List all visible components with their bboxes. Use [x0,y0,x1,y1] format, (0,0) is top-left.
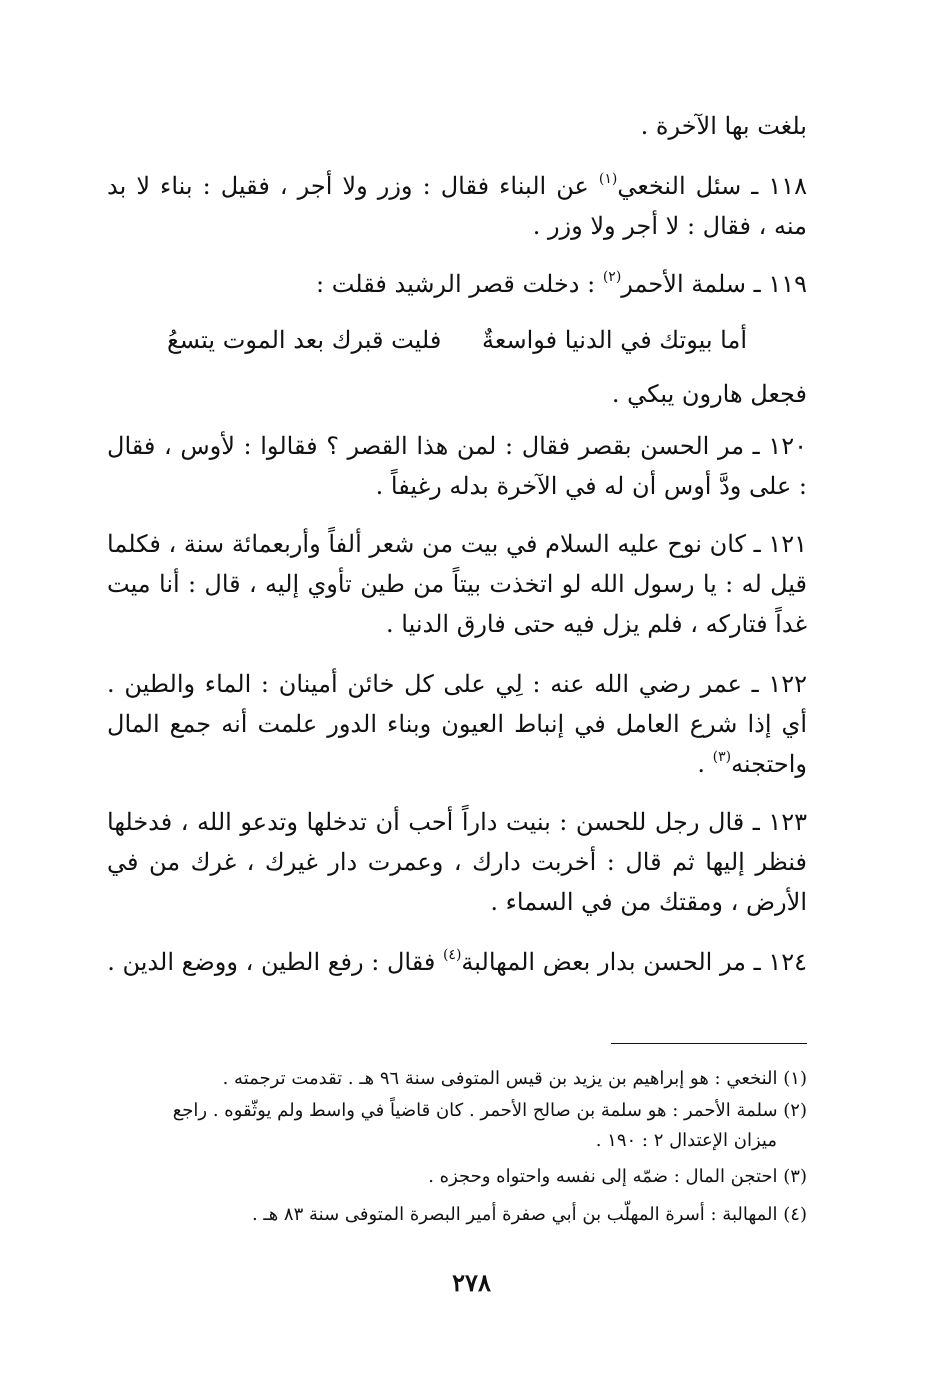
paragraph-119-end [107,374,807,414]
paragraph-text: ١٢٠ ـ مر الحسن بقصر فقال : لمن هذا القصر ؟ فقالوا : لأوس ، فقال : على ودَّ أوس أن له في الآخرة بدله رغيفاً . [107,432,807,500]
paragraph-text: فقال : رفع الطين ، ووضع الدين . [107,948,443,976]
paragraph-120 [107,426,807,506]
paragraph-text: ١١٨ ـ سئل النخعي [617,172,807,200]
footnote-text: (٤) المهالبة : أسرة المهلّب بن أبي صفرة أمير البصرة المتوفى سنة ٨٣ هـ . [251,1204,807,1225]
footnote-text: (٢) سلمة الأحمر : هو سلمة بن صالح الأحمر . كان قاضياً في واسط ولم يوثّقوه . راجع [172,1100,807,1121]
paragraph-text: ١١٩ ـ سلمة الأحمر [621,270,807,298]
paragraph-text: ١٢١ ـ كان نوح عليه السلام في بيت من شعر ألفاً وأربعمائة سنة ، فكلما قيل له : يا رسول الله لو اتخذت بيتاً من طين تأوي إليه ، قال : أنا ميت غداً فتاركه ، فلم يزل فيه حتى فارق الدنيا . [107,530,807,638]
paragraph-text: ١٢٢ ـ عمر رضي الله عنه : لِي على كل خائن أمينان : الماء والطين . أي إذا شرع العامل في إنباط العيون وبناء الدور علمت أنه جمع المال واحتجنه [107,670,807,778]
footnote-text-continued: ميزان الإعتدال ٢ : ١٩٠ . [595,1130,777,1151]
footnote-3 [107,1162,807,1192]
footnote-2 [107,1096,807,1156]
paragraph-124 [107,942,807,982]
footnote-1 [107,1064,807,1094]
footnote-text: (٣) احتجن المال : ضمّه إلى نفسه واحتواه وحجزه . [428,1166,807,1187]
footnote-4 [107,1200,807,1230]
paragraph-text: : دخلت قصر الرشيد فقلت : [316,270,603,298]
paragraph-text: ١٢٣ ـ قال رجل للحسن : بنيت داراً أحب أن تدخلها وتدعو الله ، فدخلها فنظر إليها ثم قال : أخربت دارك ، وعمرت دار غيرك ، غرك من في الأرض ، ومقتك من في السماء . [107,808,807,916]
paragraph-text: فجعل هارون يبكي . [611,380,807,408]
footnote-separator [611,1043,807,1044]
poem-hemistich-first: أما بيوتك في الدنيا فواسعةٌ [482,326,747,354]
paragraph-121 [107,524,807,644]
footnote-ref-1[interactable]: (١) [598,171,618,187]
paragraph-119 [107,264,807,304]
paragraph-text: . [697,750,713,778]
paragraph-118 [107,166,807,246]
footnote-ref-3[interactable]: (٣) [712,749,732,765]
paragraph-continuation [107,106,807,146]
poem-verse [167,320,747,360]
paragraph-text: عن البناء فقال : وزر ولا أجر ، فقيل : بناء لا بد منه ، فقال : لا أجر ولا وزر . [107,172,807,240]
poem-hemistich-second: فليت قبرك بعد الموت يتسعُ [167,326,442,354]
paragraph-text: ١٢٤ ـ مر الحسن بدار بعض المهالبة [461,948,807,976]
paragraph-122 [107,664,807,784]
footnote-ref-4[interactable]: (٤) [442,947,462,963]
footnote-text: (١) النخعي : هو إبراهيم بن يزيد بن قيس المتوفى سنة ٩٦ هـ . تقدمت ترجمته . [222,1068,807,1089]
paragraph-text: بلغت بها الآخرة . [640,112,807,140]
page-number: ٢٧٨ [452,1268,491,1297]
paragraph-123 [107,802,807,922]
footnote-ref-2[interactable]: (٢) [602,269,622,285]
